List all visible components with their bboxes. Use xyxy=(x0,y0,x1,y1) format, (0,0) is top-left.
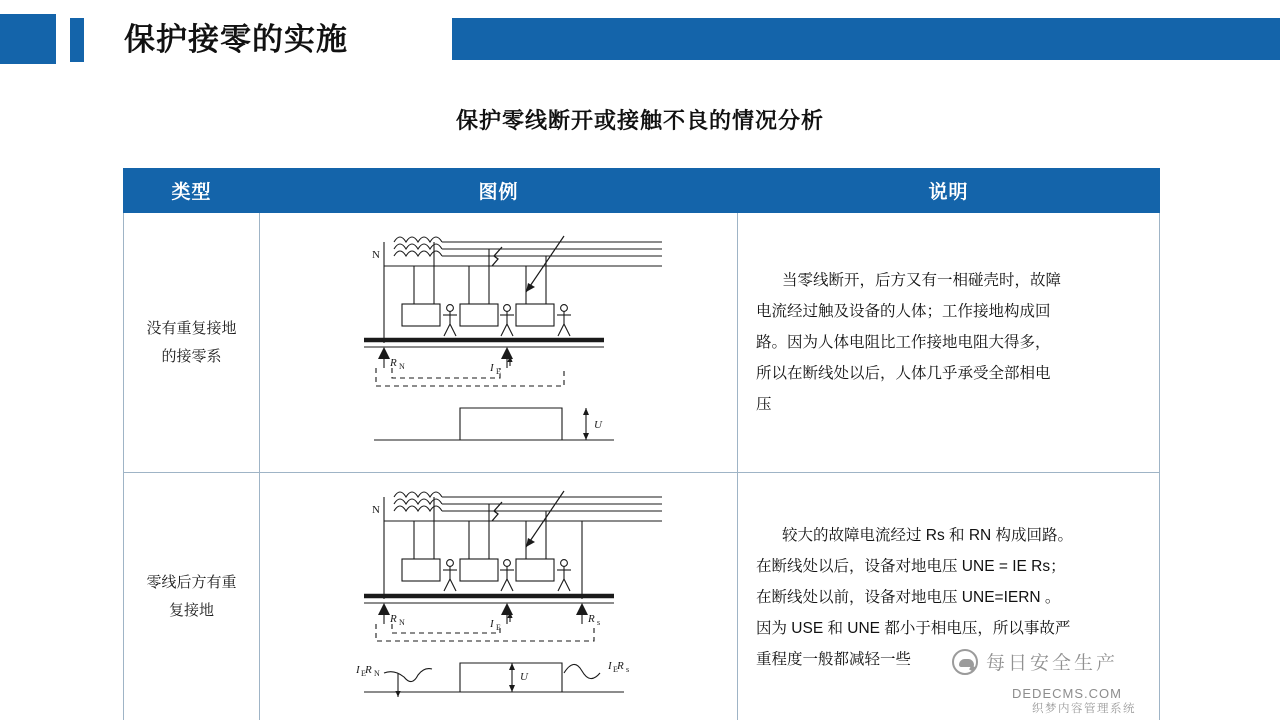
row-description-cell xyxy=(738,473,1160,720)
description-line: 压 xyxy=(756,396,772,413)
label-right-drop-r: R xyxy=(616,660,624,672)
description-line: 在断线处以后，设备对地电压 UNE = IE Rs； xyxy=(756,557,1066,575)
watermark-account-label: 每日安全生产 xyxy=(986,653,1119,674)
description-line: 电流经过触及设备的人体；工作接地构成回 xyxy=(756,303,1051,320)
column-header-type: 类型 xyxy=(124,169,260,213)
row-type-line2: 的接零系 xyxy=(161,347,222,365)
label-ie-sub: E xyxy=(495,623,501,632)
analysis-table xyxy=(123,168,1160,720)
label-rn: R xyxy=(389,613,397,625)
description-line: 因为 USE 和 UNE 都小于相电压，所以事故严 xyxy=(756,619,1071,637)
label-right-drop: I xyxy=(607,660,612,672)
label-left-drop-rsub: N xyxy=(373,669,380,678)
watermark-site-cn: 织梦内容管理系统 xyxy=(1032,703,1136,715)
row-type-cell xyxy=(124,473,260,720)
row-figure-cell xyxy=(260,213,738,473)
description-line: 当零线断开，后方又有一相碰壳时，故障 xyxy=(782,272,1062,289)
label-rn-sub: N xyxy=(398,361,405,371)
label-right-drop-rsub: s xyxy=(625,665,629,674)
row-type-line1: 没有重复接地 xyxy=(146,319,237,337)
table-header-row xyxy=(124,169,1160,213)
description-line: 所以在断线处以后，人体几乎承受全部相电 xyxy=(756,365,1051,382)
label-left-drop-r: R xyxy=(364,664,372,676)
circuit-diagram-with-repeat-earthing xyxy=(264,477,734,717)
label-ie: I xyxy=(489,618,494,630)
subtitle: 保护零线断开或接触不良的情况分析 xyxy=(455,108,824,133)
description-line: 路。因为人体电阻比工作接地电阻大得多， xyxy=(756,334,1051,351)
description-line: 在断线处以前，设备对地电压 UNE=IERN 。 xyxy=(756,588,1061,606)
row-type-line2: 复接地 xyxy=(168,602,214,619)
label-left-drop-sub: E xyxy=(360,669,366,678)
page-title: 保护接零的实施 xyxy=(124,22,348,57)
row-description-cell xyxy=(738,213,1160,473)
label-ie: I xyxy=(489,361,494,374)
row-figure-cell xyxy=(260,473,738,720)
label-u: U xyxy=(519,671,528,683)
circuit-diagram-no-repeat-earthing xyxy=(264,218,734,468)
label-rs: R xyxy=(587,613,595,625)
table-row xyxy=(124,473,1160,720)
row-type-line1: 零线后方有重 xyxy=(146,574,237,591)
header-right-bar xyxy=(452,18,1280,60)
description-line: 重程度一般都减轻一些 xyxy=(756,650,912,668)
wechat-icon xyxy=(952,649,978,675)
label-rn: R xyxy=(389,356,397,369)
column-header-description: 说明 xyxy=(738,169,1160,213)
label-neutral: N xyxy=(371,504,380,516)
label-neutral: N xyxy=(371,248,380,261)
watermark-site: DEDECMS.COM xyxy=(1012,686,1122,701)
label-u: U xyxy=(593,418,602,431)
column-header-figure: 图例 xyxy=(260,169,738,213)
label-right-drop-sub: E xyxy=(612,665,618,674)
label-left-drop: I xyxy=(355,664,360,676)
label-rn-sub: N xyxy=(398,618,405,627)
watermark-account xyxy=(952,648,1118,675)
slide-header xyxy=(0,0,1280,78)
label-ie-sub: E xyxy=(495,366,501,376)
row-type-cell xyxy=(124,213,260,473)
label-rs-sub: s xyxy=(596,618,600,627)
description-line: 较大的故障电流经过 Rs 和 RN 构成回路。 xyxy=(782,526,1074,544)
table-row xyxy=(124,213,1160,473)
header-left-block xyxy=(0,14,56,64)
header-accent-tick xyxy=(70,18,84,62)
